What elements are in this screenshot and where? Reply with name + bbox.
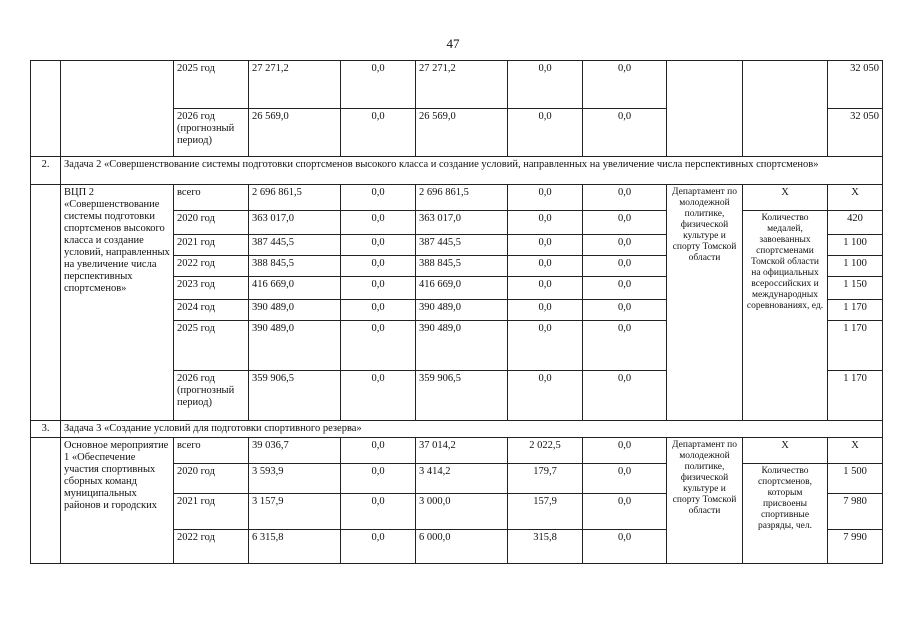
total-cell: 387 445,5 [249,235,341,256]
fund-cell: 157,9 [508,494,583,530]
task-row [31,421,883,438]
fund-cell: 0,0 [583,109,667,157]
year-cell: 2021 год [174,494,249,530]
x-cell: Х [828,185,883,211]
total-cell: 39 036,7 [249,438,341,464]
x-cell: Х [743,438,828,464]
fund-cell: 0,0 [341,494,416,530]
fund-cell: 6 000,0 [416,530,508,564]
year-cell: 2022 год [174,256,249,277]
year-cell: 2020 год [174,211,249,235]
indicator-value-cell: 7 990 [828,530,883,564]
fund-cell: 0,0 [583,300,667,321]
fund-cell: 390 489,0 [416,321,508,371]
fund-cell: 0,0 [341,61,416,109]
fund-cell: 315,8 [508,530,583,564]
year-cell: 2024 год [174,300,249,321]
fund-cell: 388 845,5 [416,256,508,277]
fund-cell: 0,0 [508,321,583,371]
table-row [31,185,883,211]
fund-cell: 0,0 [341,256,416,277]
fund-cell: 0,0 [583,371,667,421]
fund-cell: 2 022,5 [508,438,583,464]
executor-cell: Департамент по молодежной политике, физической культуре и спорту Томской области [667,438,743,564]
fund-cell: 0,0 [508,235,583,256]
program-cell: Основное мероприятие 1 «Обеспечение участия спортивных сборных команд муниципальных районов и городских [61,438,174,564]
total-cell: 388 845,5 [249,256,341,277]
year-cell: всего [174,185,249,211]
task-title: Задача 2 «Совершенствование системы подготовки спортсменов высокого класса и создание условий, направленных на увеличение числа перспективных спортсменов» [61,157,883,185]
row-number-cell [31,61,61,157]
table-row [31,438,883,464]
task-row [31,157,883,185]
indicator-value-cell: 1 100 [828,235,883,256]
fund-cell: 0,0 [341,109,416,157]
fund-cell: 0,0 [341,371,416,421]
program-cell: ВЦП 2 «Совершенствование системы подготовки спортсменов высокого класса и создание условий, направленных на увеличение числа перспективных спортсменов» [61,185,174,421]
x-cell: Х [828,438,883,464]
indicator-value-cell: 32 050 [828,109,883,157]
year-cell: 2026 год (прогнозный период) [174,109,249,157]
fund-cell: 2 696 861,5 [416,185,508,211]
fund-cell: 0,0 [583,464,667,494]
fund-cell: 37 014,2 [416,438,508,464]
year-cell: 2020 год [174,464,249,494]
indicator-value-cell: 1 170 [828,300,883,321]
fund-cell: 359 906,5 [416,371,508,421]
fund-cell: 363 017,0 [416,211,508,235]
year-cell: 2025 год [174,321,249,371]
fund-cell: 0,0 [508,211,583,235]
fund-cell: 0,0 [508,256,583,277]
fund-cell: 0,0 [341,277,416,300]
table-row [31,61,883,109]
indicator-cell: Количество спортсменов, которым присвоены спортивные разряды, чел. [743,464,828,564]
year-cell: 2022 год [174,530,249,564]
fund-cell: 0,0 [583,235,667,256]
fund-cell: 0,0 [508,109,583,157]
program-cell [61,61,174,157]
fund-cell: 0,0 [583,438,667,464]
indicator-value-cell: 1 500 [828,464,883,494]
fund-cell: 0,0 [341,185,416,211]
fund-cell: 0,0 [341,530,416,564]
total-cell: 3 157,9 [249,494,341,530]
total-cell: 390 489,0 [249,321,341,371]
fund-cell: 0,0 [583,494,667,530]
fund-cell: 0,0 [341,438,416,464]
indicator-value-cell: 420 [828,211,883,235]
indicator-value-cell: 1 150 [828,277,883,300]
fund-cell: 0,0 [583,256,667,277]
year-cell: 2026 год (прогнозный период) [174,371,249,421]
total-cell: 416 669,0 [249,277,341,300]
task-title: Задача 3 «Создание условий для подготовки спортивного резерва» [61,421,883,438]
total-cell: 26 569,0 [249,109,341,157]
fund-cell: 0,0 [583,61,667,109]
year-cell: всего [174,438,249,464]
fund-cell: 26 569,0 [416,109,508,157]
indicator-cell: Количество медалей, завоеванных спортсменами Томской области на официальных всероссийских и международных соревнованиях, ед. [743,211,828,421]
fund-cell: 0,0 [508,300,583,321]
fund-cell: 3 000,0 [416,494,508,530]
year-cell: 2025 год [174,61,249,109]
indicator-value-cell: 1 170 [828,321,883,371]
row-number-cell [31,185,61,421]
fund-cell: 0,0 [508,371,583,421]
task-number: 3. [31,421,61,438]
program-table [30,60,883,564]
x-cell: Х [743,185,828,211]
fund-cell: 0,0 [583,211,667,235]
fund-cell: 0,0 [583,321,667,371]
fund-cell: 387 445,5 [416,235,508,256]
fund-cell: 0,0 [583,277,667,300]
total-cell: 359 906,5 [249,371,341,421]
fund-cell: 0,0 [341,235,416,256]
task-number: 2. [31,157,61,185]
indicator-value-cell: 1 100 [828,256,883,277]
fund-cell: 0,0 [583,185,667,211]
total-cell: 6 315,8 [249,530,341,564]
indicator-value-cell: 1 170 [828,371,883,421]
total-cell: 390 489,0 [249,300,341,321]
fund-cell: 390 489,0 [416,300,508,321]
year-cell: 2023 год [174,277,249,300]
fund-cell: 0,0 [341,321,416,371]
fund-cell: 0,0 [583,530,667,564]
indicator-cell [743,61,828,157]
executor-cell: Департамент по молодежной политике, физической культуре и спорту Томской области [667,185,743,421]
fund-cell: 3 414,2 [416,464,508,494]
fund-cell: 0,0 [341,211,416,235]
fund-cell: 416 669,0 [416,277,508,300]
total-cell: 363 017,0 [249,211,341,235]
total-cell: 2 696 861,5 [249,185,341,211]
executor-cell [667,61,743,157]
total-cell: 3 593,9 [249,464,341,494]
fund-cell: 179,7 [508,464,583,494]
year-cell: 2021 год [174,235,249,256]
fund-cell: 0,0 [508,277,583,300]
indicator-value-cell: 32 050 [828,61,883,109]
fund-cell: 0,0 [341,464,416,494]
fund-cell: 0,0 [508,61,583,109]
page-number: 47 [446,36,460,51]
fund-cell: 0,0 [341,300,416,321]
row-number-cell [31,438,61,564]
indicator-value-cell: 7 980 [828,494,883,530]
fund-cell: 0,0 [508,185,583,211]
fund-cell: 27 271,2 [416,61,508,109]
total-cell: 27 271,2 [249,61,341,109]
